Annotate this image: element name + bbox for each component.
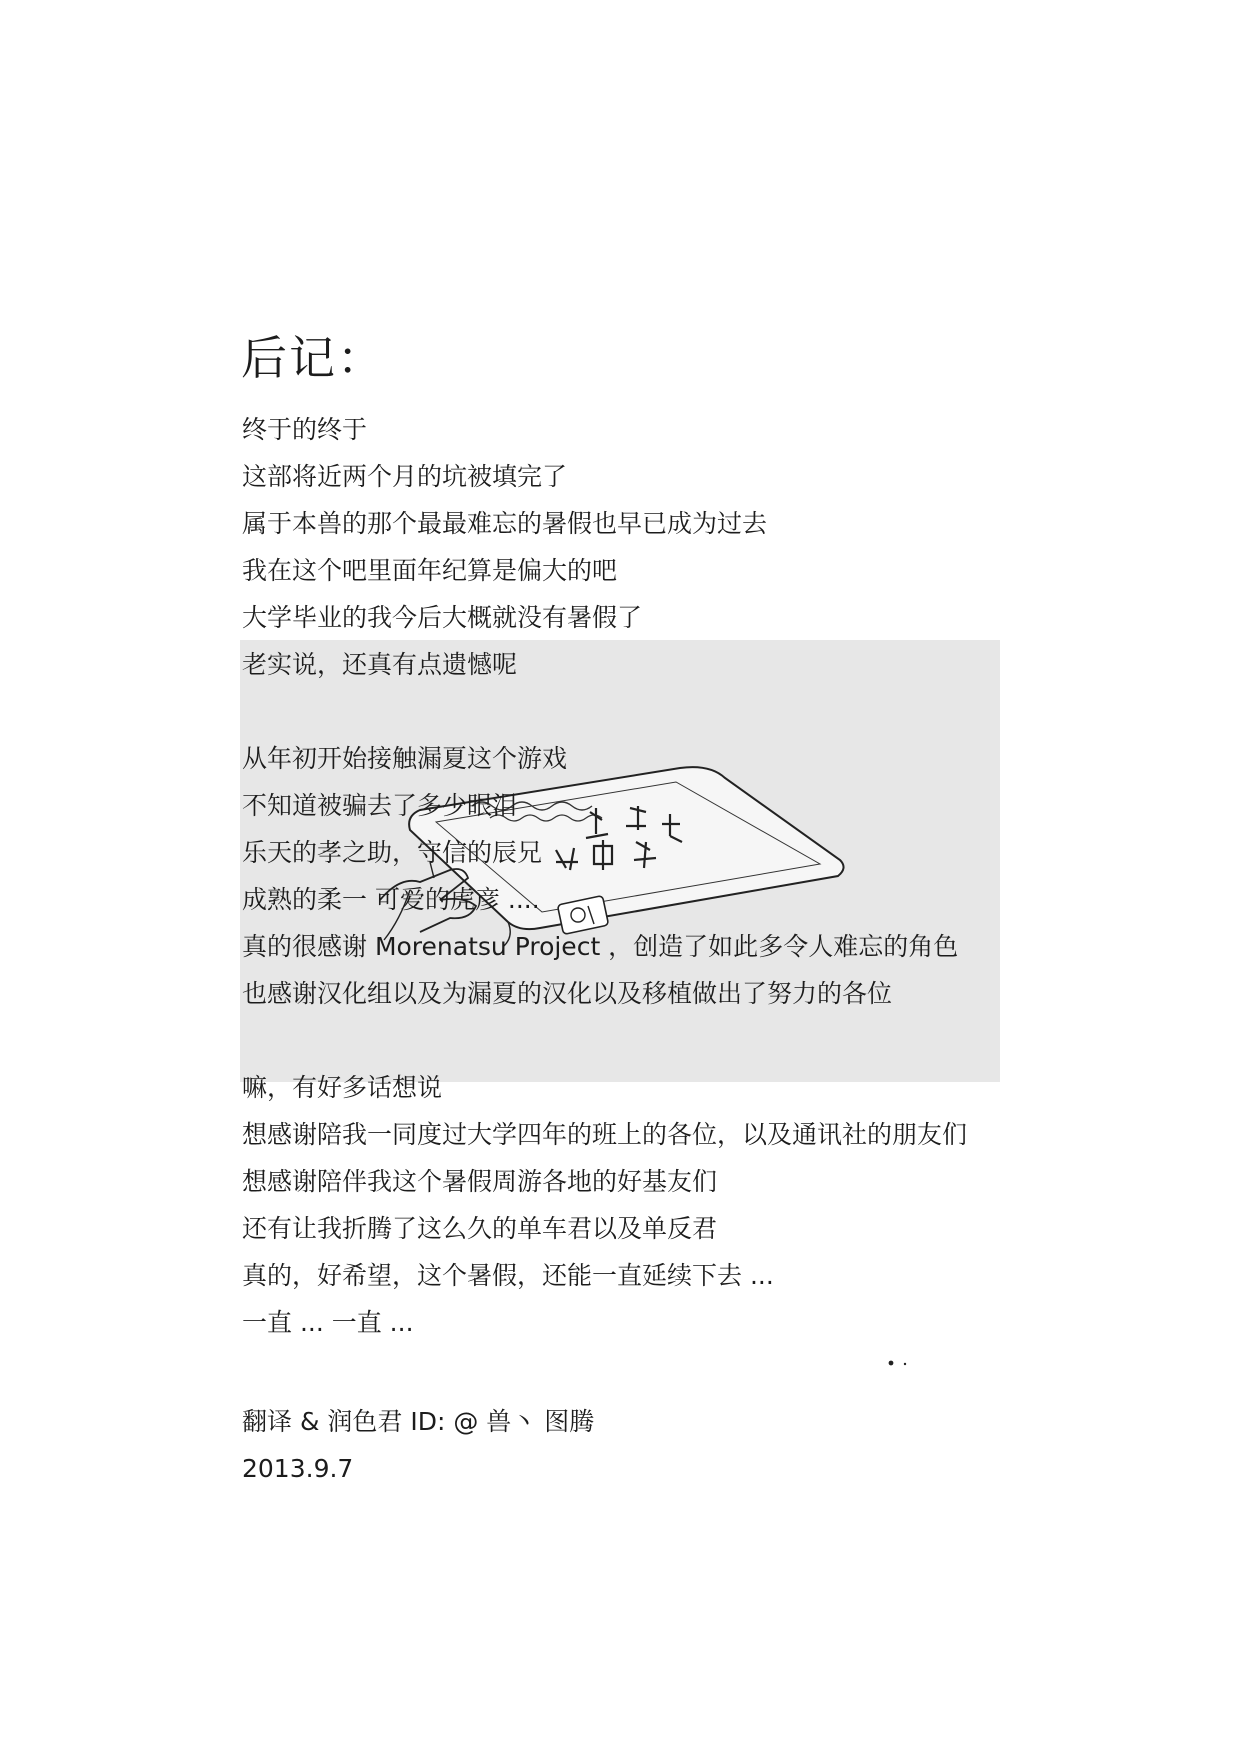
body-line: 乐天的孝之助，守信的辰兄 (242, 838, 543, 867)
body-line: 想感谢陪伴我这个暑假周游各地的好基友们 (242, 1167, 718, 1196)
body-line: 我在这个吧里面年纪算是偏大的吧 (242, 556, 618, 585)
body-line: 大学毕业的我今后大概就没有暑假了 (242, 603, 643, 632)
decorative-dots (885, 1358, 915, 1368)
afterword-body (242, 406, 967, 1346)
body-line: 真的很感谢 Morenatsu Project ，创造了如此多令人难忘的角色 (242, 932, 959, 961)
body-line: 还有让我折腾了这么久的单车君以及单反君 (242, 1214, 718, 1243)
body-line: 老实说，还真有点遗憾呢 (242, 650, 518, 679)
body-line: 不知道被骗去了多少眼泪 (242, 791, 518, 820)
body-line: 成熟的柔一 可爱的虎彦 .... (242, 885, 540, 914)
body-line-blank (242, 1017, 967, 1064)
body-line: 属于本兽的那个最最难忘的暑假也早已成为过去 (242, 509, 768, 538)
body-line: 真的，好希望，这个暑假，还能一直延续下去 ... (242, 1261, 774, 1290)
body-line: 也感谢汉化组以及为漏夏的汉化以及移植做出了努力的各位 (242, 979, 893, 1008)
body-line: 嘛，有好多话想说 (242, 1073, 443, 1102)
afterword-title: 后记： (241, 331, 385, 385)
body-line: 从年初开始接触漏夏这个游戏 (242, 744, 568, 773)
body-line-blank (242, 688, 967, 735)
body-line: 这部将近两个月的坑被填完了 (242, 462, 568, 491)
date-stamp: 2013.9.7 (242, 1454, 354, 1483)
translator-credit: 翻译 & 润色君 ID: @ 兽丶 图腾 (242, 1407, 595, 1436)
body-line: 终于的终于 (242, 415, 368, 444)
body-line: 一直 ... 一直 ... (242, 1308, 414, 1337)
body-line: 想感谢陪我一同度过大学四年的班上的各位，以及通讯社的朋友们 (242, 1120, 968, 1149)
